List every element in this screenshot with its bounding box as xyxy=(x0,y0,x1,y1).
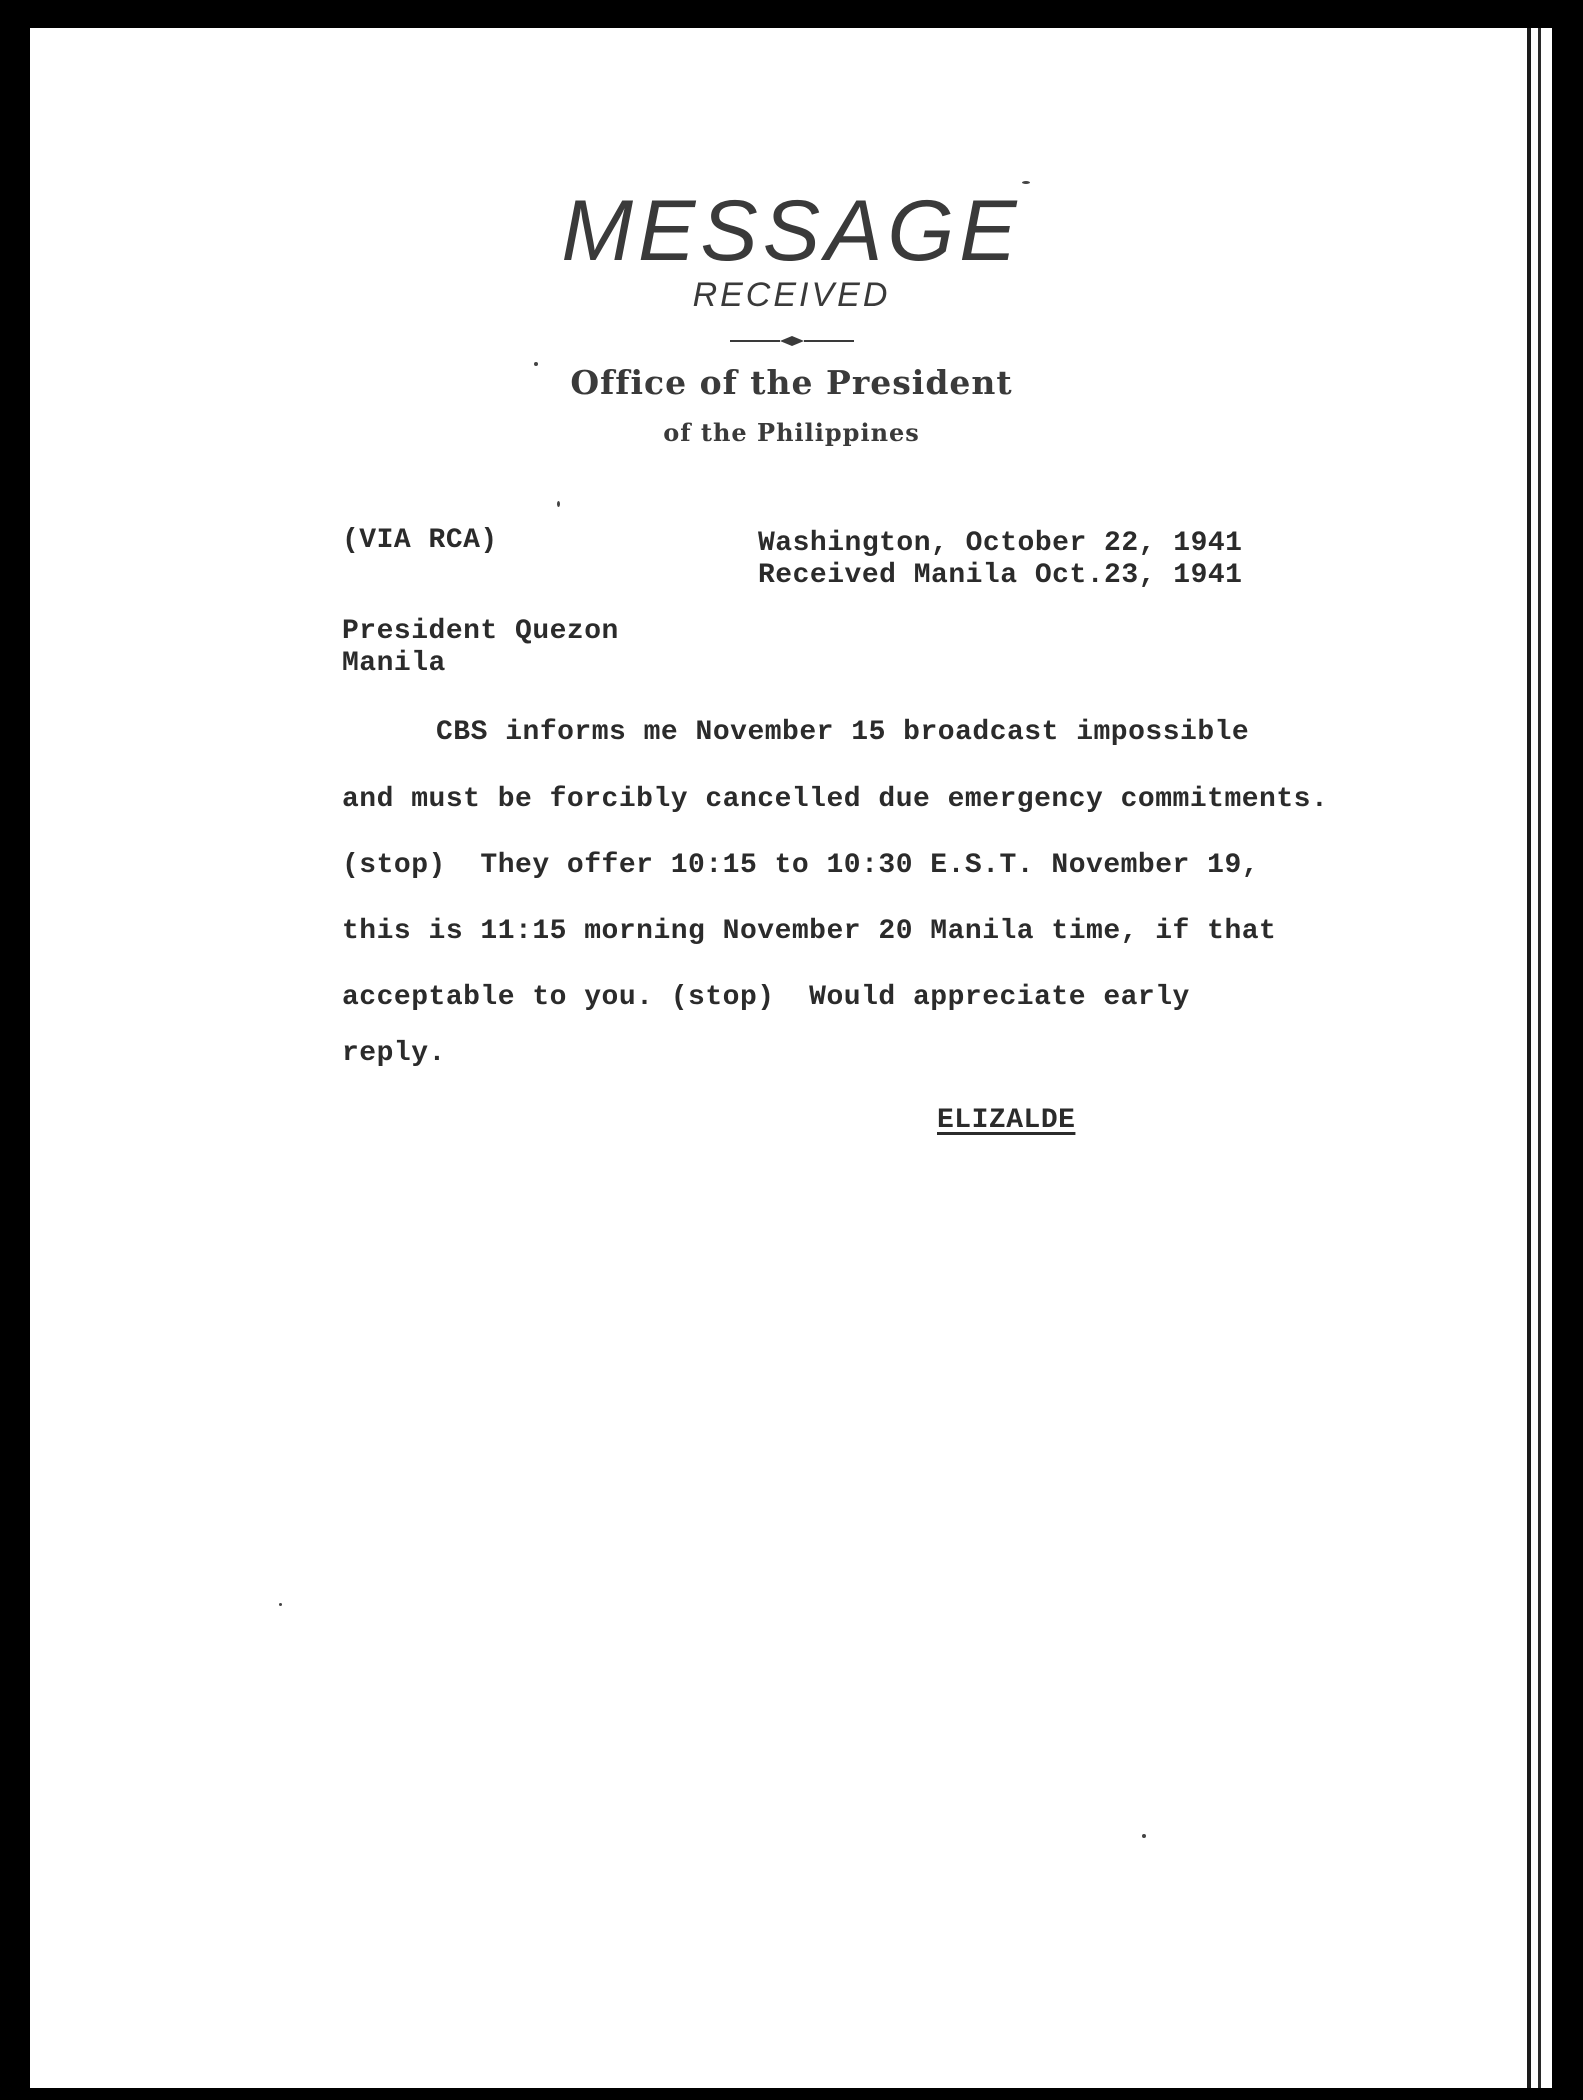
paper-speck xyxy=(1022,181,1030,184)
page-edge-line xyxy=(1527,28,1531,2088)
via-label: (VIA RCA) xyxy=(342,525,498,556)
letterhead-subtitle: RECEIVED xyxy=(692,276,891,314)
page-edge-line-outer xyxy=(1538,28,1541,2088)
recipient-city: Manila xyxy=(342,648,446,679)
office-line-2: of the Philippines xyxy=(663,418,920,447)
body-line-4: this is 11:15 morning November 20 Manila time, if that xyxy=(342,916,1277,947)
body-line-1: CBS informs me November 15 broadcast impossible xyxy=(436,717,1250,748)
received-date: Received Manila Oct.23, 1941 xyxy=(758,560,1243,591)
body-line-6: reply. xyxy=(342,1038,446,1069)
sent-date: Washington, October 22, 1941 xyxy=(758,528,1243,559)
body-line-5: acceptable to you. (stop) Would appreciate early xyxy=(342,982,1190,1013)
recipient-name: President Quezon xyxy=(342,616,619,647)
body-line-2: and must be forcibly cancelled due emergency commitments. xyxy=(342,784,1329,815)
paper-speck xyxy=(557,501,560,507)
body-line-3: (stop) They offer 10:15 to 10:30 E.S.T. November 19, xyxy=(342,850,1260,881)
office-line-1: Office of the President xyxy=(570,363,1013,402)
paper-speck xyxy=(534,362,538,366)
ornament-divider-icon xyxy=(730,334,854,348)
signature: ELIZALDE xyxy=(937,1105,1076,1136)
paper-speck xyxy=(279,1603,282,1606)
letterhead-title: MESSAGE xyxy=(561,183,1022,279)
paper-speck xyxy=(1142,1834,1146,1838)
